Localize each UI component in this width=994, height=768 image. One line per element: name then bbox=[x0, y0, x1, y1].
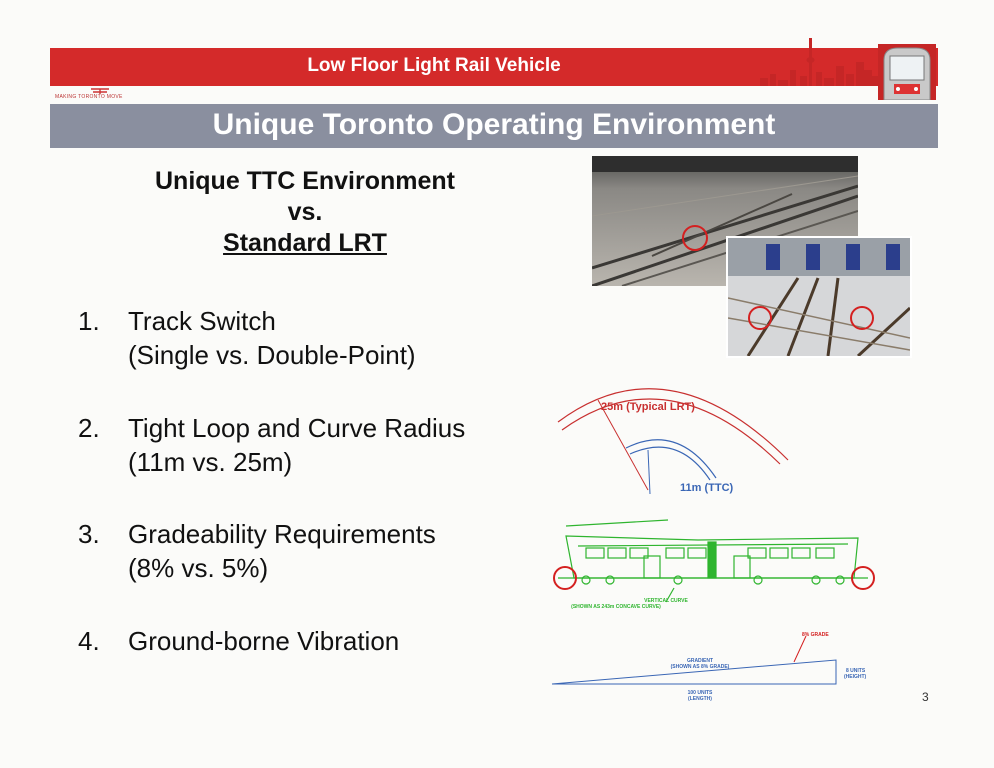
item-detail: (8% vs. 5%) bbox=[128, 553, 269, 583]
height-label: 8 UNITS bbox=[846, 668, 866, 674]
double-point-switch-photo bbox=[726, 236, 912, 358]
item-number: 2. bbox=[78, 413, 100, 443]
skyline-streetcar-graphic bbox=[760, 36, 938, 100]
heading-line-1: Unique TTC Environment bbox=[155, 167, 455, 195]
item-detail: (Single vs. Double-Point) bbox=[128, 340, 416, 370]
item-number: 1. bbox=[78, 306, 100, 336]
item-number: 3. bbox=[78, 519, 100, 549]
length-label: 100 UNITS bbox=[687, 690, 713, 696]
technical-diagram bbox=[548, 360, 908, 720]
slide-subtitle: Unique Toronto Operating Environment bbox=[212, 108, 776, 141]
height-note: (HEIGHT) bbox=[844, 674, 867, 680]
header-title: Low Floor Light Rail Vehicle bbox=[307, 55, 561, 76]
subtitle-band bbox=[50, 104, 938, 148]
gradient-note: (SHOWN AS 8% GRADE) bbox=[670, 664, 730, 670]
comparison-heading bbox=[110, 166, 500, 259]
heading-line-3: Standard LRT bbox=[223, 229, 387, 257]
item-title: Track Switch bbox=[128, 306, 276, 336]
grade-label: 8% GRADE bbox=[802, 632, 829, 638]
lrt-curve-label: 25m (Typical LRT) bbox=[601, 401, 695, 413]
heading-line-2: vs. bbox=[287, 198, 323, 226]
item-title: Tight Loop and Curve Radius bbox=[128, 413, 466, 443]
ttc-curve-label: 11m (TTC) bbox=[680, 482, 734, 494]
item-detail: (11m vs. 25m) bbox=[128, 447, 293, 477]
vertical-curve-label: VERTICAL CURVE bbox=[644, 598, 688, 604]
item-title: Ground-borne Vibration bbox=[128, 626, 400, 656]
page-number: 3 bbox=[922, 690, 929, 704]
logo-text: MAKING TORONTO MOVE bbox=[55, 94, 123, 100]
lrv-side-view bbox=[558, 520, 868, 602]
vertical-curve-note: (SHOWN AS 243m CONCAVE CURVE) bbox=[571, 604, 661, 610]
item-title: Gradeability Requirements bbox=[128, 519, 436, 549]
ttc-logo bbox=[55, 88, 145, 102]
length-note: (LENGTH) bbox=[688, 696, 712, 702]
item-number: 4. bbox=[78, 626, 100, 656]
gradient-label: GRADIENT bbox=[686, 658, 714, 664]
